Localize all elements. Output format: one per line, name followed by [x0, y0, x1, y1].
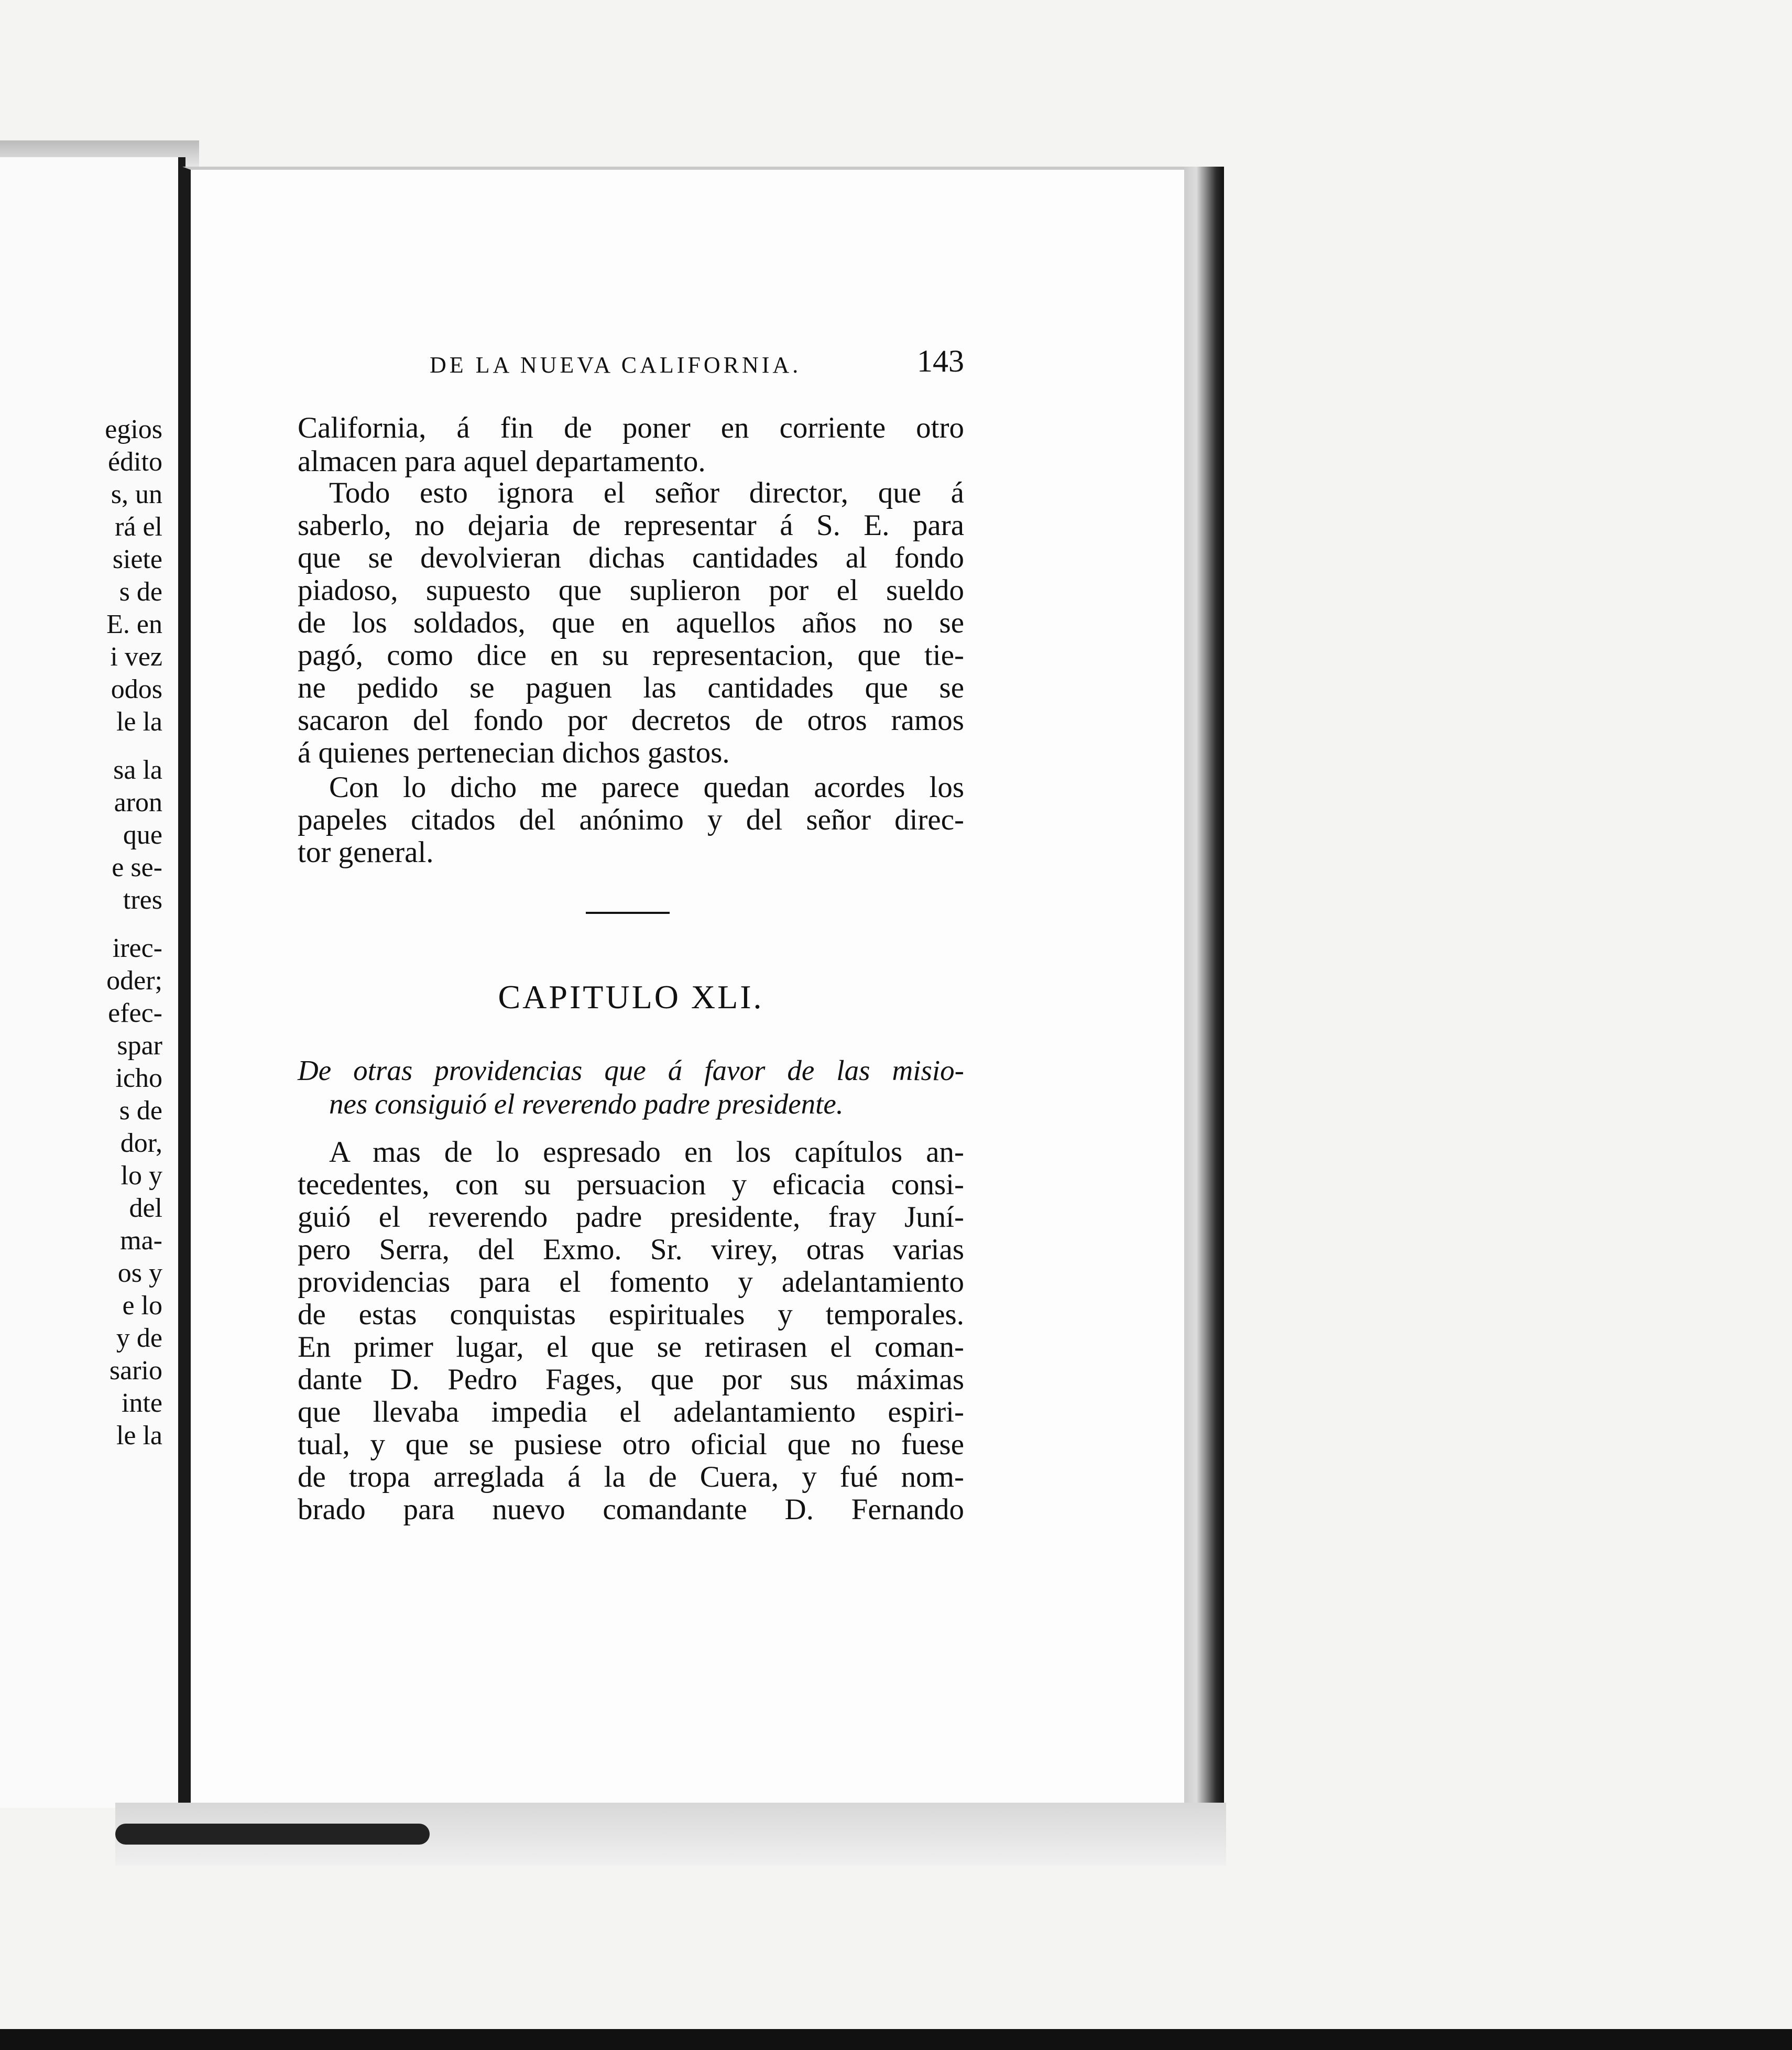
- text-line: tecedentes, con su persuacion y eficacia consi-: [298, 1168, 964, 1201]
- text-line: ne pedido se paguen las cantidades que se: [298, 671, 964, 704]
- book-strap: [115, 1824, 430, 1845]
- left-page-line: s de: [119, 1096, 162, 1126]
- text-line: papeles citados del anónimo y del señor direc-: [298, 803, 964, 836]
- left-page-line: édito: [108, 447, 162, 477]
- left-page-line: e se-: [112, 853, 162, 882]
- text-line: California, á fin de poner en corriente otro: [298, 411, 964, 444]
- chapter-title: CAPITULO XLI.: [498, 978, 764, 1016]
- text-line: Todo esto ignora el señor director, que á: [329, 476, 964, 509]
- left-page-line: odos: [111, 674, 162, 704]
- left-page-line: lo y: [121, 1161, 162, 1191]
- left-page-line: tres: [123, 885, 162, 915]
- left-page-line: le la: [116, 707, 162, 737]
- text-line: sacaron del fondo por decretos de otros ramos: [298, 704, 964, 737]
- text-line: En primer lugar, el que se retirasen el coman-: [298, 1331, 964, 1364]
- chapter-subtitle-line: nes consiguió el reverendo padre presidente.: [329, 1088, 844, 1120]
- text-line: que se devolvieran dichas cantidades al fondo: [298, 541, 964, 574]
- left-page-line: inte: [122, 1388, 162, 1418]
- text-line: brado para nuevo comandante D. Fernando: [298, 1493, 964, 1526]
- left-page-line: s, un: [111, 479, 162, 509]
- left-page-line: sa la: [113, 755, 162, 785]
- left-page-line: s de: [119, 577, 162, 607]
- left-page-line: efec-: [108, 998, 162, 1028]
- text-line: dante D. Pedro Fages, que por sus máximas: [298, 1363, 964, 1396]
- text-line: pero Serra, del Exmo. Sr. virey, otras varias: [298, 1233, 964, 1266]
- text-line: de estas conquistas espirituales y temporales.: [298, 1298, 964, 1331]
- text-line: tual, y que se pusiese otro oficial que no fuese: [298, 1428, 964, 1461]
- left-page-line: i vez: [110, 642, 162, 672]
- text-line: Con lo dicho me parece quedan acordes los: [329, 771, 964, 804]
- left-page-line: irec-: [112, 933, 162, 963]
- left-page-line: rá el: [115, 512, 162, 542]
- left-page-line: ma-: [120, 1226, 162, 1256]
- left-page-fragment: [0, 157, 185, 1808]
- left-page-line: oder;: [106, 966, 162, 996]
- left-page-line: os y: [117, 1258, 162, 1288]
- text-line: providencias para el fomento y adelantamiento: [298, 1266, 964, 1299]
- left-page-line: spar: [117, 1031, 162, 1061]
- left-page-line: del: [129, 1193, 162, 1223]
- text-line: de tropa arreglada á la de Cuera, y fué nom-: [298, 1460, 964, 1493]
- left-page-line: que: [123, 820, 162, 850]
- left-page-line: aron: [114, 788, 162, 817]
- left-page-line: y de: [116, 1323, 162, 1353]
- running-header: [430, 343, 964, 385]
- running-title: DE LA NUEVA CALIFORNIA.: [430, 352, 802, 378]
- left-page-line: le la: [116, 1421, 162, 1451]
- text-line: á quienes pertenecian dichos gastos.: [298, 736, 730, 769]
- left-page-line: sario: [109, 1356, 162, 1386]
- text-line: guió el reverendo padre presidente, fray Juní-: [298, 1201, 964, 1234]
- section-divider: [586, 912, 670, 914]
- left-page-line: siete: [112, 544, 162, 574]
- text-line: piadoso, supuesto que suplieron por el sueldo: [298, 574, 964, 607]
- left-page-line: E. en: [106, 609, 162, 639]
- text-line: pagó, como dice en su representacion, que tie-: [298, 639, 964, 672]
- text-line: almacen para aquel departamento.: [298, 445, 706, 478]
- text-line: de los soldados, que en aquellos años no se: [298, 606, 964, 639]
- photo-bottom-band: [0, 2029, 1792, 2050]
- left-page-line: e lo: [122, 1291, 162, 1321]
- left-page-line: dor,: [120, 1128, 162, 1158]
- text-line: A mas de lo espresado en los capítulos an-: [329, 1136, 964, 1169]
- page-number: 143: [917, 344, 964, 378]
- text-line: que llevaba impedia el adelantamiento espiri-: [298, 1395, 964, 1429]
- left-page-line: egios: [105, 415, 162, 444]
- chapter-subtitle-line: De otras providencias que á favor de las misio-: [298, 1054, 964, 1086]
- text-line: saberlo, no dejaria de representar á S. E. para: [298, 509, 964, 542]
- text-line: tor general.: [298, 836, 434, 869]
- left-page-line: icho: [115, 1063, 162, 1093]
